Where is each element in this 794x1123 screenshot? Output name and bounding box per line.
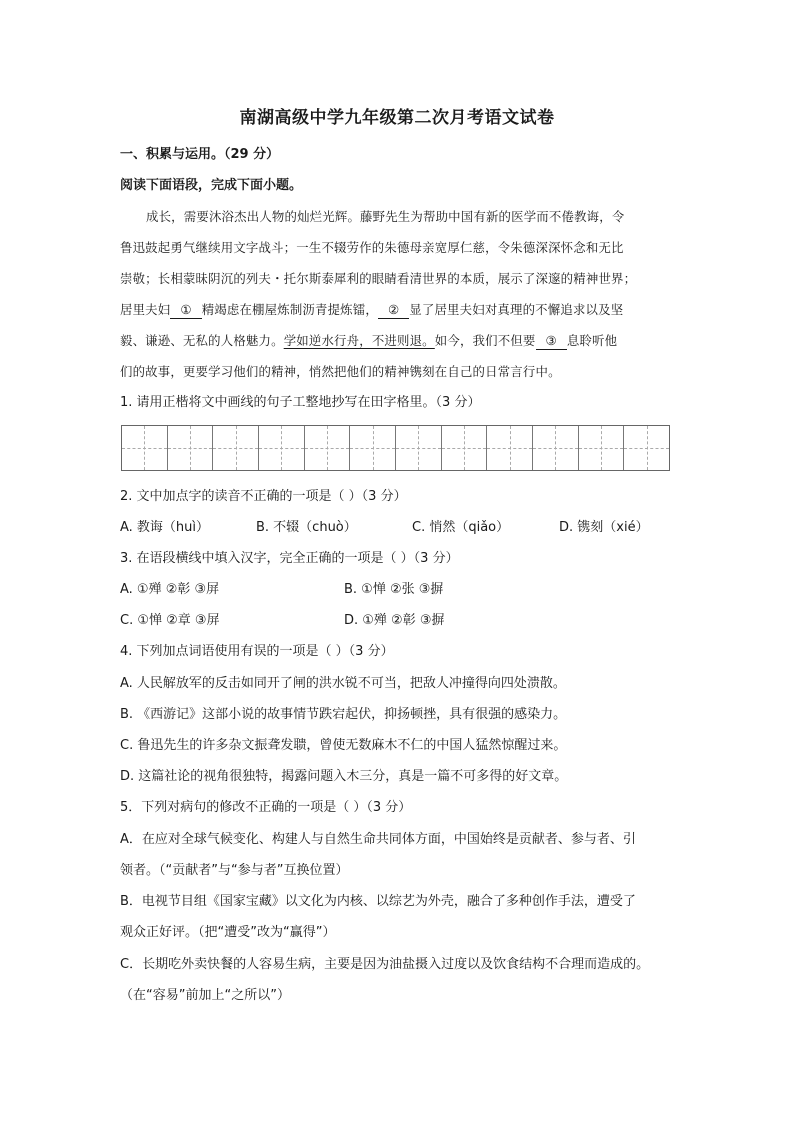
q5-option-a-cont: 领者。（“贡献者”与“参与者”互换位置） — [120, 863, 349, 878]
passage-text: 精竭虑在棚屋炼制沥青提炼镭， — [201, 302, 378, 317]
underlined-sentence: 学如逆水行舟，不进则退。 — [283, 333, 435, 348]
grid-cell[interactable] — [624, 426, 669, 470]
passage-text: 居里夫妇 — [120, 302, 171, 317]
grid-cell[interactable] — [213, 426, 259, 470]
q5-option-c-cont: （在“容易”前加上“之所以”） — [120, 988, 290, 1003]
fill-blank-3: ③ — [536, 333, 567, 350]
fill-blank-2: ② — [378, 302, 409, 319]
grid-cell[interactable] — [168, 426, 214, 470]
q2-option-d[interactable]: D. 镌刻（xié） — [559, 520, 649, 535]
passage-line: 们的故事，更要学习他们的精神，悄然把他们的精神镌刻在自己的日常言行中。 — [120, 364, 561, 379]
passage-line — [120, 331, 617, 351]
fill-blank-1: ① — [170, 302, 201, 319]
q5-option-b-cont: 观众正好评。（把“遭受”改为“赢得”） — [120, 925, 336, 940]
passage-text: 显了居里夫妇对真理的不懈追求以及坚 — [409, 302, 624, 317]
question-4: 4. 下列加点词语使用有误的一项是（ ）（3 分） — [120, 644, 394, 659]
page-title: 南湖高级中学九年级第二次月考语文试卷 — [239, 108, 555, 128]
q5-option-a[interactable]: A．在应对全球气候变化、构建人与自然生命共同体方面，中国始终是贡献者、参与者、引 — [120, 832, 636, 847]
q3-option-a[interactable]: A. ①殚 ②彰 ③屏 — [120, 582, 220, 597]
q5-option-c[interactable]: C．长期吃外卖快餐的人容易生病，主要是因为油盐摄入过度以及饮食结构不合理而造成的。 — [120, 957, 650, 972]
grid-cell[interactable] — [442, 426, 488, 470]
question-5: 5．下列对病句的修改不正确的一项是（ ）（3 分） — [120, 800, 412, 815]
q3-option-b[interactable]: B. ①惮 ②张 ③摒 — [344, 582, 444, 597]
grid-cell[interactable] — [122, 426, 168, 470]
grid-cell[interactable] — [259, 426, 305, 470]
grid-cell[interactable] — [396, 426, 442, 470]
grid-cell[interactable] — [579, 426, 625, 470]
passage-text: 息聆听他 — [566, 333, 618, 348]
q3-option-d[interactable]: D. ①殚 ②彰 ③摒 — [344, 613, 445, 628]
grid-cell[interactable] — [533, 426, 579, 470]
q2-option-a[interactable]: A. 教诲（huì） — [120, 520, 210, 535]
question-1: 1. 请用正楷将文中画线的句子工整地抄写在田字格里。（3 分） — [120, 395, 481, 410]
q2-option-b[interactable]: B. 不辍（chuò） — [256, 520, 357, 535]
grid-cell[interactable] — [305, 426, 351, 470]
passage-line: 成长，需要沐浴杰出人物的灿烂光辉。藤野先生为帮助中国有新的医学而不倦教诲，令 — [146, 209, 625, 224]
passage-line: 崇敬；长相蒙昧阴沉的列夫・托尔斯泰犀利的眼睛看清世界的本质，展示了深邃的精神世界； — [120, 271, 637, 286]
q5-option-b[interactable]: B．电视节目组《国家宝藏》以文化为内核、以综艺为外壳，融合了多种创作手法，遭受了 — [120, 894, 636, 909]
section-instruction: 阅读下面语段，完成下面小题。 — [120, 178, 303, 193]
question-3: 3. 在语段横线中填入汉字，完全正确的一项是（ ）（3 分） — [120, 551, 459, 566]
question-2: 2. 文中加点字的读音不正确的一项是（ ）（3 分） — [120, 489, 407, 504]
grid-cell[interactable] — [487, 426, 533, 470]
section-heading: 一、积累与运用。（29 分） — [120, 147, 280, 162]
q3-option-c[interactable]: C. ①惮 ②章 ③屏 — [120, 613, 220, 628]
passage-text: 如今，我们不但要 — [434, 333, 536, 348]
passage-line — [120, 300, 623, 320]
passage-text: 毅、谦逊、无私的人格魅力。 — [120, 333, 284, 348]
q4-option-a[interactable]: A. 人民解放军的反击如同开了闸的洪水锐不可当，把敌人冲撞得向四处溃散。 — [120, 676, 566, 691]
q4-option-d[interactable]: D. 这篇社论的视角很独特，揭露问题入木三分，真是一篇不可多得的好文章。 — [120, 769, 568, 784]
q4-option-c[interactable]: C. 鲁迅先生的许多杂文振聋发聩，曾使无数麻木不仁的中国人猛然惊醒过来。 — [120, 738, 567, 753]
q4-option-b[interactable]: B. 《西游记》这部小说的故事情节跌宕起伏，抑扬顿挫，具有很强的感染力。 — [120, 707, 567, 722]
q2-option-c[interactable]: C. 悄然（qiǎo） — [412, 520, 510, 535]
grid-cell[interactable] — [350, 426, 396, 470]
tianzige-writing-grid[interactable] — [121, 425, 670, 471]
passage-line: 鲁迅鼓起勇气继续用文字战斗；一生不辍劳作的朱德母亲宽厚仁慈，令朱德深深怀念和无比 — [120, 240, 624, 255]
